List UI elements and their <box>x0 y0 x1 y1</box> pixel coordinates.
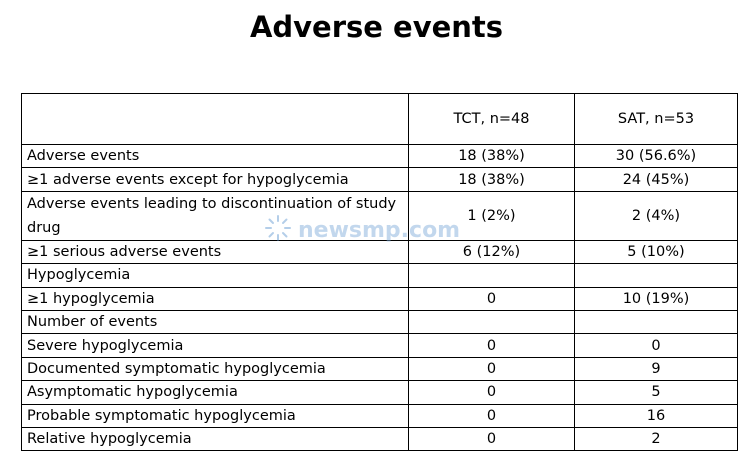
table-row <box>22 287 738 310</box>
tct-value: 0 <box>409 427 575 450</box>
sat-value: 2 <box>575 427 738 450</box>
sat-value <box>575 264 738 287</box>
tct-value: 18 (38%) <box>409 145 575 168</box>
sat-value: 10 (19%) <box>575 287 738 310</box>
row-label: Adverse events leading to discontinuation of study drug <box>22 191 409 240</box>
row-label: ≥1 serious adverse events <box>22 240 409 263</box>
row-label: Asymptomatic hypoglycemia <box>22 381 409 404</box>
sat-value <box>575 310 738 333</box>
table-row <box>22 145 738 168</box>
row-label: ≥1 adverse events except for hypoglycemia <box>22 168 409 191</box>
row-label: ≥1 hypoglycemia <box>22 287 409 310</box>
sat-value: 16 <box>575 404 738 427</box>
tct-value: 6 (12%) <box>409 240 575 263</box>
sat-value: 0 <box>575 334 738 357</box>
row-label: Documented symptomatic hypoglycemia <box>22 357 409 380</box>
table-row <box>22 191 738 240</box>
tct-value: 0 <box>409 357 575 380</box>
tct-value: 0 <box>409 287 575 310</box>
sat-value: 5 <box>575 381 738 404</box>
table-row <box>22 381 738 404</box>
row-label: Severe hypoglycemia <box>22 334 409 357</box>
header-cell-sat: SAT, n=53 <box>575 94 738 145</box>
sat-value: 9 <box>575 357 738 380</box>
table-row <box>22 334 738 357</box>
table-row <box>22 404 738 427</box>
table-row <box>22 240 738 263</box>
tct-value: 18 (38%) <box>409 168 575 191</box>
table-row <box>22 264 738 287</box>
row-label: Probable symptomatic hypoglycemia <box>22 404 409 427</box>
table-row <box>22 168 738 191</box>
tct-value: 1 (2%) <box>409 191 575 240</box>
header-cell-tct: TCT, n=48 <box>409 94 575 145</box>
row-label: Relative hypoglycemia <box>22 427 409 450</box>
row-label: Adverse events <box>22 145 409 168</box>
sat-value: 30 (56.6%) <box>575 145 738 168</box>
tct-value <box>409 264 575 287</box>
sat-value: 2 (4%) <box>575 191 738 240</box>
sat-value: 24 (45%) <box>575 168 738 191</box>
row-label: Number of events <box>22 310 409 333</box>
tct-value: 0 <box>409 381 575 404</box>
table-row <box>22 310 738 333</box>
adverse-events-table <box>21 93 738 451</box>
tct-value <box>409 310 575 333</box>
table-header-row <box>22 94 738 145</box>
table-row <box>22 427 738 450</box>
table-row <box>22 357 738 380</box>
tct-value: 0 <box>409 404 575 427</box>
row-label: Hypoglycemia <box>22 264 409 287</box>
sat-value: 5 (10%) <box>575 240 738 263</box>
watermark-text: newsmp.com <box>298 217 461 243</box>
tct-value: 0 <box>409 334 575 357</box>
header-cell-empty <box>22 94 409 145</box>
page-title: Adverse events <box>249 10 504 44</box>
